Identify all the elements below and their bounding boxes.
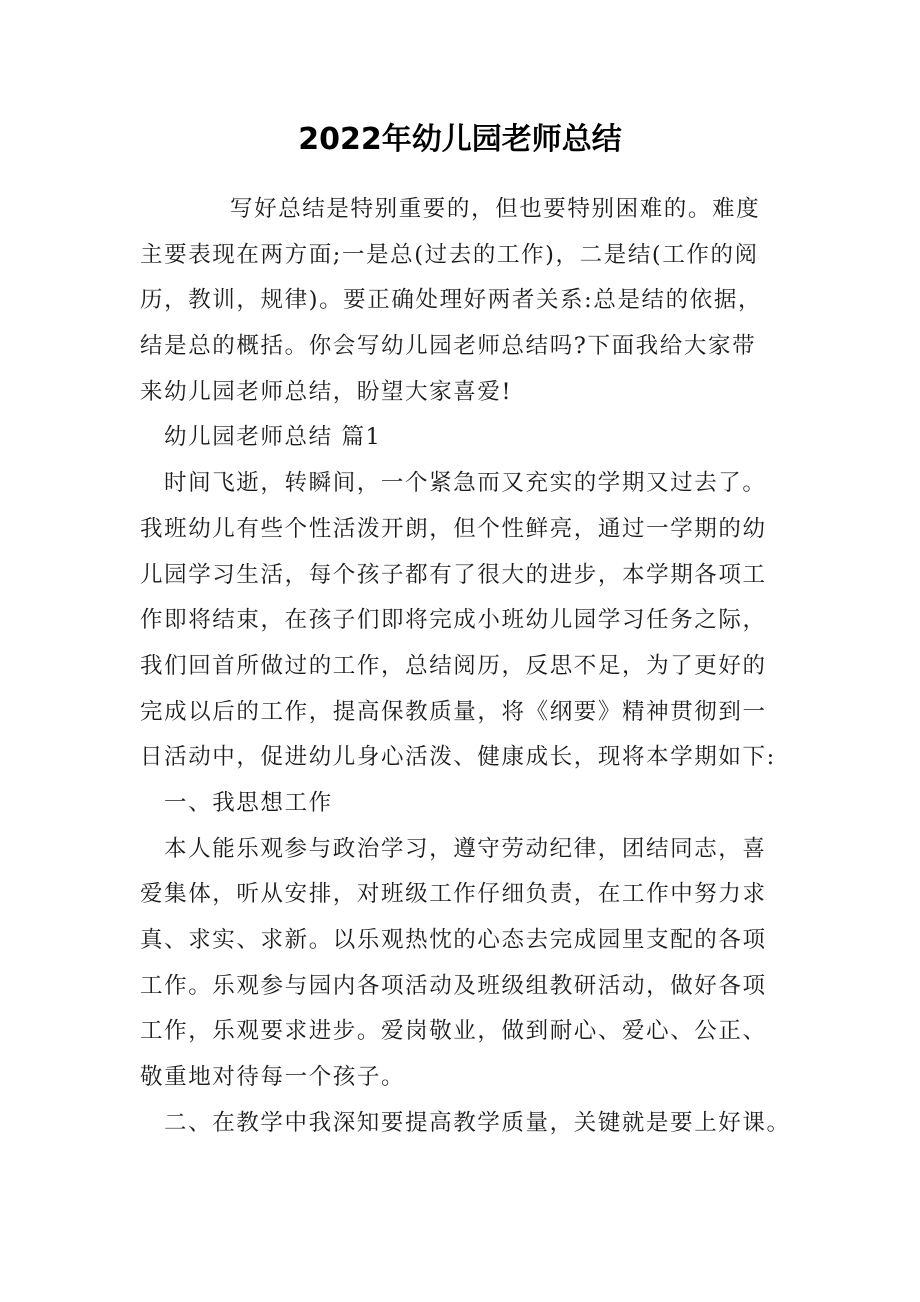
intro-line-1: 写好总结是特别重要的，但也要特别困难的。难度 <box>230 196 761 222</box>
section-heading-part1: 幼儿园老师总结 篇1 <box>164 424 382 451</box>
subheading-teaching: 二、在教学中我深知要提高教学质量，关键就是要上好课。 <box>164 1109 791 1136</box>
subheading-ideology-work: 一、我思想工作 <box>164 789 333 816</box>
paragraph-line: 完成以后的工作，提高保教质量，将《纲要》精神贯彻到一 <box>140 698 767 725</box>
paragraph-line: 爱集体，听从安排，对班级工作仔细负责，在工作中努力求 <box>140 881 767 908</box>
intro-line-2: 主要表现在两方面;一是总(过去的工作)，二是结(工作的阅 <box>140 241 759 268</box>
document-body <box>140 187 805 1146</box>
paragraph-line: 作即将结束，在孩子们即将完成小班幼儿园学习任务之际， <box>140 607 767 634</box>
paragraph-line: 我们回首所做过的工作，总结阅历，反思不足，为了更好的 <box>140 652 767 679</box>
paragraph-line: 时间飞逝，转瞬间，一个紧急而又充实的学期又过去了。 <box>164 470 767 497</box>
paragraph-line: 工作。乐观参与园内各项活动及班级组教研活动，做好各项 <box>140 972 767 999</box>
intro-line-3: 历，教训，规律)。要正确处理好两者关系:总是结的依据， <box>140 287 763 314</box>
paragraph-line: 日活动中，促进幼儿身心活泼、健康成长，现将本学期如下: <box>140 744 776 771</box>
paragraph-line: 本人能乐观参与政治学习，遵守劳动纪律，团结同志，喜 <box>164 835 767 862</box>
paragraph-line: 工作，乐观要求进步。爱岗敬业，做到耐心、爱心、公正、 <box>140 1018 767 1045</box>
document-title: 2022年幼儿园老师总结 <box>298 122 622 157</box>
paragraph-line: 敬重地对待每一个孩子。 <box>140 1064 406 1091</box>
intro-line-4: 结是总的概括。你会写幼儿园老师总结吗?下面我给大家带 <box>140 333 757 360</box>
paragraph-line: 儿园学习生活，每个孩子都有了很大的进步，本学期各项工 <box>140 561 767 588</box>
intro-line-5: 来幼儿园老师总结，盼望大家喜爱! <box>140 378 513 405</box>
paragraph-line: 真、求实、求新。以乐观热忱的心态去完成园里支配的各项 <box>140 927 767 953</box>
paragraph-line: 我班幼儿有些个性活泼开朗，但个性鲜亮，通过一学期的幼 <box>140 515 767 542</box>
